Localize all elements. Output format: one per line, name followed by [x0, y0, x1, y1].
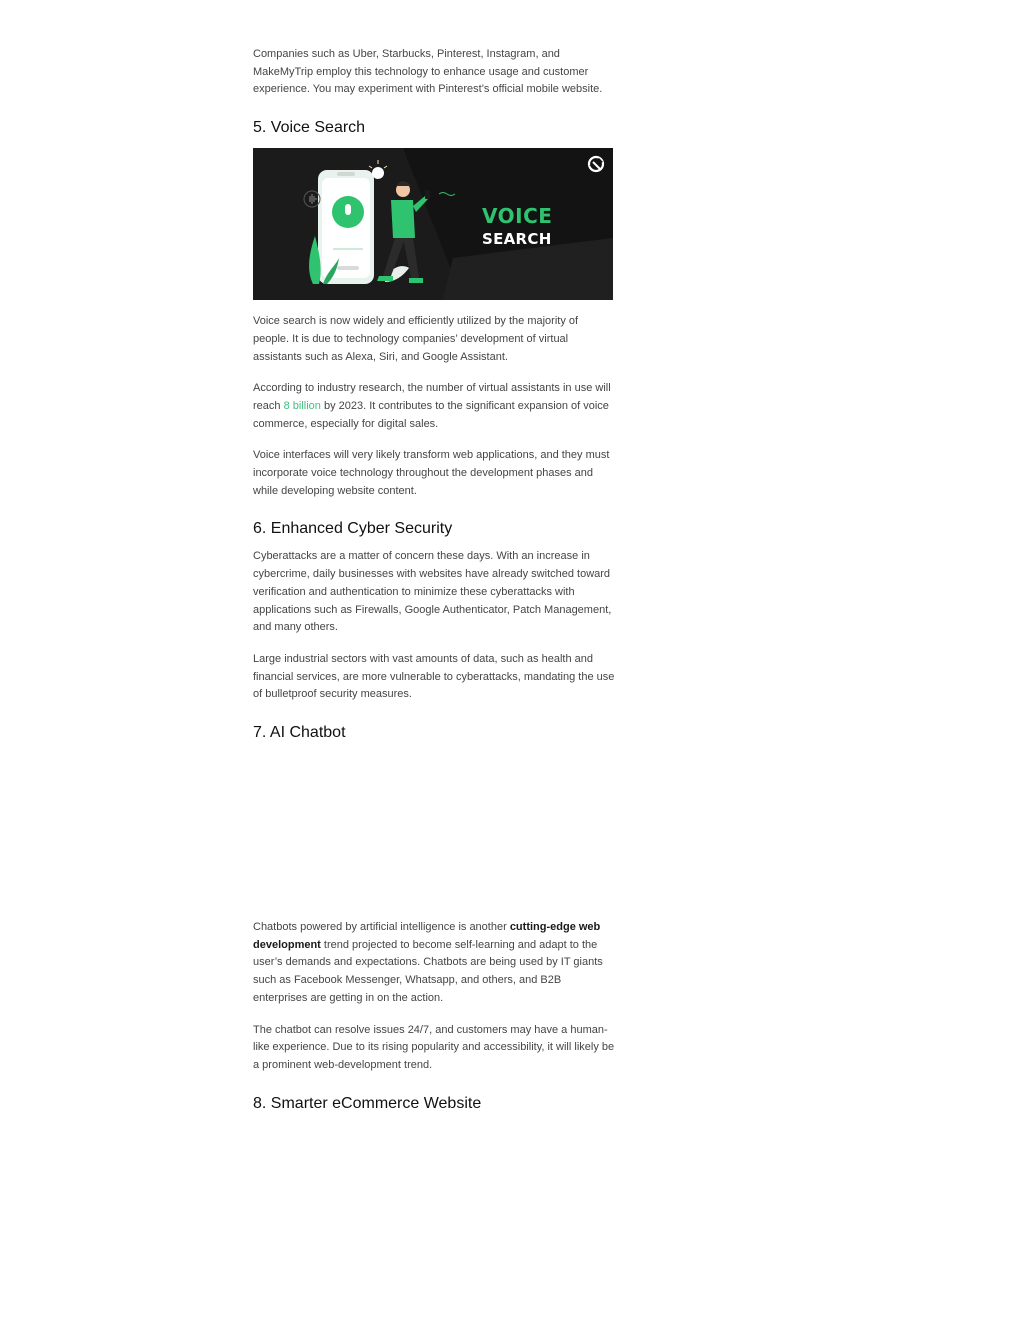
voice-search-illustration [253, 148, 613, 300]
eight-billion-link[interactable]: 8 billion [283, 399, 321, 412]
voice-paragraph-3: Voice interfaces will very likely transform web applications, and they must incorporate voice technology throughout the development phases and while developing website content. [253, 449, 610, 497]
banner-title-search: SEARCH [482, 230, 552, 249]
security-paragraph-2: Large industrial sectors with vast amounts of data, such as health and financial services, are more vulnerable to cyberattacks, mandating the use of bulletproof security measures. [253, 652, 615, 701]
chatbot-paragraph-1 [253, 919, 615, 1008]
heading-ecommerce: 8. Smarter eCommerce Website [253, 1094, 482, 1112]
chatbot-paragraph-1-text-end: trend projected to become self-learning and adapt to the user’s demands and expectations. Chatbots are being used by IT giants such as Facebook Messenger, Whatsapp, and others, and B2B enterprises are getting in on the action. [253, 938, 603, 1004]
chatbot-paragraph-2: The chatbot can resolve issues 24/7, and customers may have a human-like experience. Due to its rising popularity and accessibility, it will likely be a prominent web-development trend. [253, 1023, 615, 1071]
voice-paragraph-2 [253, 380, 615, 433]
banner-title-voice: VOICE [482, 204, 553, 229]
brand-logo-icon [589, 157, 603, 171]
chatbot-image-placeholder [253, 743, 615, 919]
voice-paragraph-2-text-end: by 2023. It contributes to the significant expansion of voice commerce, especially for digital sales. [253, 399, 609, 430]
heading-ai-chatbot: 7. AI Chatbot [253, 724, 346, 742]
article-column [253, 46, 615, 1114]
voice-search-banner [253, 148, 613, 300]
chatbot-paragraph-1-text: Chatbots powered by artificial intelligence is another [253, 921, 510, 934]
voice-paragraph-1: Voice search is now widely and efficiently utilized by the majority of people. It is due to technology companies’ development of virtual assistants such as Alexa, Siri, and Google Assistant. [253, 315, 579, 363]
heading-voice-search: 5. Voice Search [253, 119, 366, 137]
heading-cyber-security: 6. Enhanced Cyber Security [253, 520, 453, 538]
voice-paragraph-2-text: According to industry research, the number of virtual assistants in use will reach [253, 382, 611, 412]
cutting-edge-bold-text: cutting-edge web development [253, 921, 601, 951]
intro-paragraph: Companies such as Uber, Starbucks, Pinterest, Instagram, and MakeMyTrip employ this technology to enhance usage and customer experience. You may experiment with Pinterest’s official mobile website. [253, 48, 603, 96]
security-paragraph-1: Cyberattacks are a matter of concern these days. With an increase in cybercrime, daily businesses with websites have already switched toward verification and authentication to minimize these cyberattacks with applications such as Firewalls, Google Authenticator, Patch Management, and many others. [253, 550, 612, 634]
